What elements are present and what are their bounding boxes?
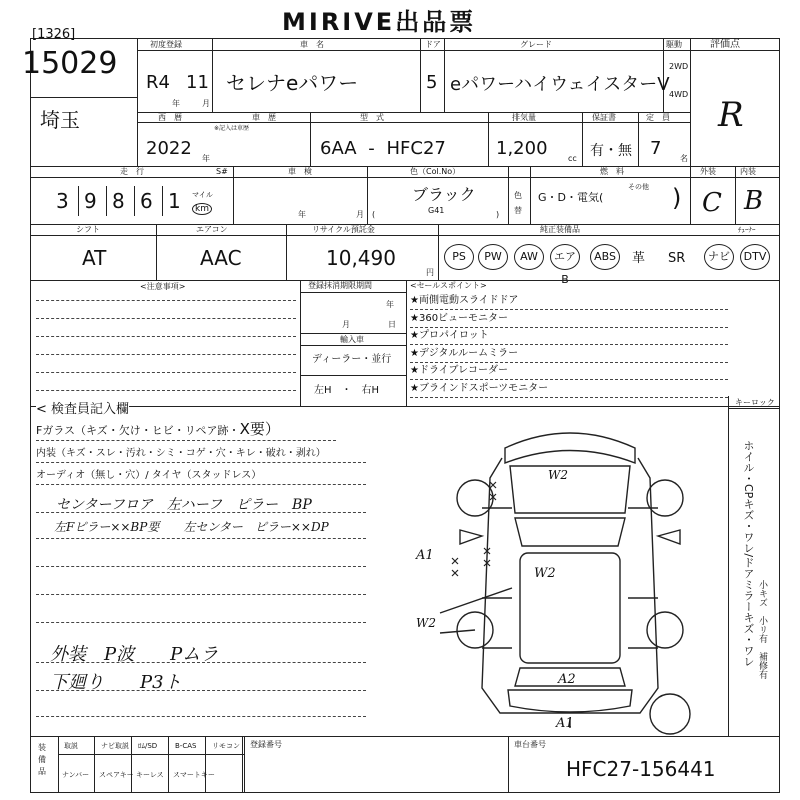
inspector-note-4: 下廻り P3ト (50, 672, 182, 693)
mark-a2-bottom: A2 (558, 672, 576, 687)
label-score: 評価点 (710, 39, 740, 50)
label-history: 車 歴 (252, 113, 276, 122)
label-inspector: < 検査員記入欄 (36, 402, 130, 417)
label-year: 西 暦 (158, 113, 182, 122)
sales-point: ★ドライブレコーダー (410, 365, 508, 376)
car-diagram (420, 418, 720, 738)
mark-a1-bottom: A1 (556, 716, 574, 731)
color-change: 色替 (514, 191, 522, 215)
footer-item: スマートキー (173, 771, 215, 779)
mileage-digit: 1 (168, 189, 181, 213)
year-unit-2: 年 (202, 154, 210, 163)
year-unit: 年 (172, 99, 180, 108)
label-capacity: 定 員 (646, 113, 670, 122)
color-paren-open: ( (372, 210, 376, 219)
label-equipment: 純正装備品 (540, 225, 580, 234)
equipment-item: エアB (550, 244, 580, 270)
sales-point: ★デジタルルームミラー (410, 347, 519, 359)
inspector-note-3: 外装 P波 Pムラ (50, 644, 219, 665)
insp-year: 年 (298, 210, 306, 219)
inspector-note-1: センターフロア 左ハーフ ピラー BP (56, 497, 312, 513)
label-aircon: エアコン (196, 225, 228, 234)
sales-point: ★360ビューモニター (410, 312, 509, 324)
equipment-item: ナビ (704, 244, 734, 270)
inspector-note-2: 左Fピラー××BP要 左センター ピラー××DP (54, 520, 329, 534)
sales-point: ★ブラインドスポーツモニター (410, 382, 549, 394)
aircon-value: AAC (200, 246, 242, 270)
mark-w2-center: W2 (534, 566, 556, 581)
insp-month: 月 (356, 210, 364, 219)
steering: 左H ・ 右H (314, 385, 380, 396)
warranty: 有・無 (590, 143, 632, 159)
label-exterior: 外装 (700, 167, 716, 176)
sales-point: ★両側電動スライドドア (410, 295, 519, 306)
equipment-item: PS (444, 244, 474, 270)
footer-section: 装備品 (38, 743, 46, 776)
reg-year: 年 (386, 300, 394, 309)
reg-month: 11 (186, 72, 209, 93)
mark-w2-left: W2 (416, 616, 436, 630)
footer-item: B-CAS (175, 742, 197, 750)
region: 埼玉 (40, 108, 80, 132)
drive-2wd: 2WD (669, 62, 689, 71)
recycle-unit: 円 (426, 268, 434, 277)
displacement-unit: cc (568, 154, 577, 163)
shift-value: AT (82, 246, 107, 270)
footer-item: ナビ取説 (101, 742, 129, 750)
mileage-digit: 6 (140, 189, 153, 213)
equipment-item: PW (478, 244, 508, 270)
label-displacement: 排気量 (512, 113, 536, 122)
color-paren-close: ) (496, 210, 500, 219)
score-value: R (718, 95, 744, 135)
chassis-number: HFC27-156441 (566, 757, 716, 781)
mileage-unit-mile: マイル (192, 191, 213, 199)
capacity-unit: 名 (680, 154, 688, 163)
mark-w2-top: W2 (548, 468, 568, 482)
equipment-item: 革 (632, 251, 646, 266)
glass-text: Fガラス（キズ・欠け・ヒビ・リペア跡・ (36, 424, 240, 437)
lot-box: [1326] (32, 27, 76, 42)
model-code: 6AA - HFC27 (320, 138, 446, 159)
recycle-value: 10,490 (326, 246, 396, 270)
label-mileage: 走 行 (120, 167, 144, 176)
fuel-other: その他 (628, 183, 649, 191)
label-recycle: リサイクル預託金 (312, 225, 375, 234)
label-interior: 内装 (740, 167, 756, 176)
label-sales-points: <セールスポイント> (410, 281, 487, 290)
label-model: 型 式 (360, 113, 384, 122)
equipment-item: DTV (740, 244, 770, 270)
drive-4wd: 4WD (669, 90, 689, 99)
footer-item: ナンバー (62, 771, 90, 779)
reg-month: 月 (342, 320, 350, 329)
displacement: 1,200 (496, 138, 548, 159)
label-color: 色（Col.No） (410, 167, 461, 176)
label-reg-deadline: 登録抹消期限期間 (308, 281, 372, 290)
dealer-parallel: ディーラー・並行 (312, 354, 392, 365)
footer-item: スペアキー (99, 771, 134, 779)
interior-grade: B (744, 186, 764, 216)
footer-item: 取説 (64, 742, 78, 750)
color-name: ブラック (412, 185, 476, 204)
audio-line: オーディオ（無し・穴）/ タイヤ（スタッドレス） (36, 470, 262, 481)
label-tuner: ﾁｭｰﾅｰ (738, 226, 756, 234)
history-note: ※記入は車歴 (214, 125, 250, 132)
reg-day: 日 (388, 320, 396, 329)
label-chassis-no: 車台番号 (514, 740, 546, 749)
label-first-reg: 初度登録 (150, 40, 182, 49)
label-key-lock: キーロック (735, 398, 775, 407)
side-text: ホイル・CPキズ・ワレ/ドアミラーキズ・ワレ (742, 440, 755, 668)
model-year: 2022 (146, 138, 192, 159)
label-import: 輸入車 (340, 335, 364, 344)
glass-line (36, 420, 280, 438)
mileage-digit: 3 (56, 189, 69, 213)
mark-a1-left: A1 (416, 548, 434, 563)
car-name: セレナeパワー (226, 71, 359, 95)
label-fuel: 燃 料 (600, 167, 624, 176)
label-shift: シフト (76, 225, 100, 234)
label-reg-no: 登録番号 (250, 740, 282, 749)
lot-number: 15029 (22, 46, 118, 81)
exterior-grade: C (702, 188, 722, 218)
label-notes: <注意事項> (140, 282, 186, 291)
grade: eパワーハイウェイスターV (450, 74, 670, 95)
equipment-item: ABS (590, 244, 620, 270)
color-code: G41 (428, 206, 445, 215)
label-car-name: 車 名 (300, 40, 324, 49)
mileage-digit: 9 (84, 189, 97, 213)
label-warranty: 保証書 (592, 113, 616, 122)
footer-item: ﾛﾑ/SD (138, 742, 158, 750)
interior-line: 内装（キズ・スレ・汚れ・シミ・コゲ・穴・キレ・破れ・剥れ） (36, 448, 326, 459)
capacity: 7 (650, 138, 662, 159)
label-drive: 駆動 (666, 40, 682, 49)
sheet-title: MIRIVE出品票 (282, 8, 477, 36)
fuel-close: ) (672, 184, 682, 212)
sales-point: ★プロパイロット (410, 330, 489, 341)
label-grade: グレード (520, 40, 552, 49)
equipment-item: SR (668, 251, 686, 266)
era-year: R4 (146, 72, 170, 93)
fuel-options: G・D・電気( (538, 191, 604, 204)
equipment-item: AW (514, 244, 544, 270)
footer-item: キーレス (136, 771, 164, 779)
doors: 5 (426, 72, 438, 93)
label-meter: S# (216, 167, 228, 176)
mileage-unit-km: km (192, 203, 212, 215)
side-text-2: 小キズ 小リ有 補修有 (757, 580, 767, 679)
month-unit: 月 (202, 99, 210, 108)
label-doors: ドア (425, 40, 441, 49)
footer-item: リモコン (212, 742, 240, 750)
mileage-digit: 8 (112, 189, 125, 213)
label-inspection: 車 検 (288, 167, 312, 176)
glass-mark: X要） (239, 420, 280, 438)
